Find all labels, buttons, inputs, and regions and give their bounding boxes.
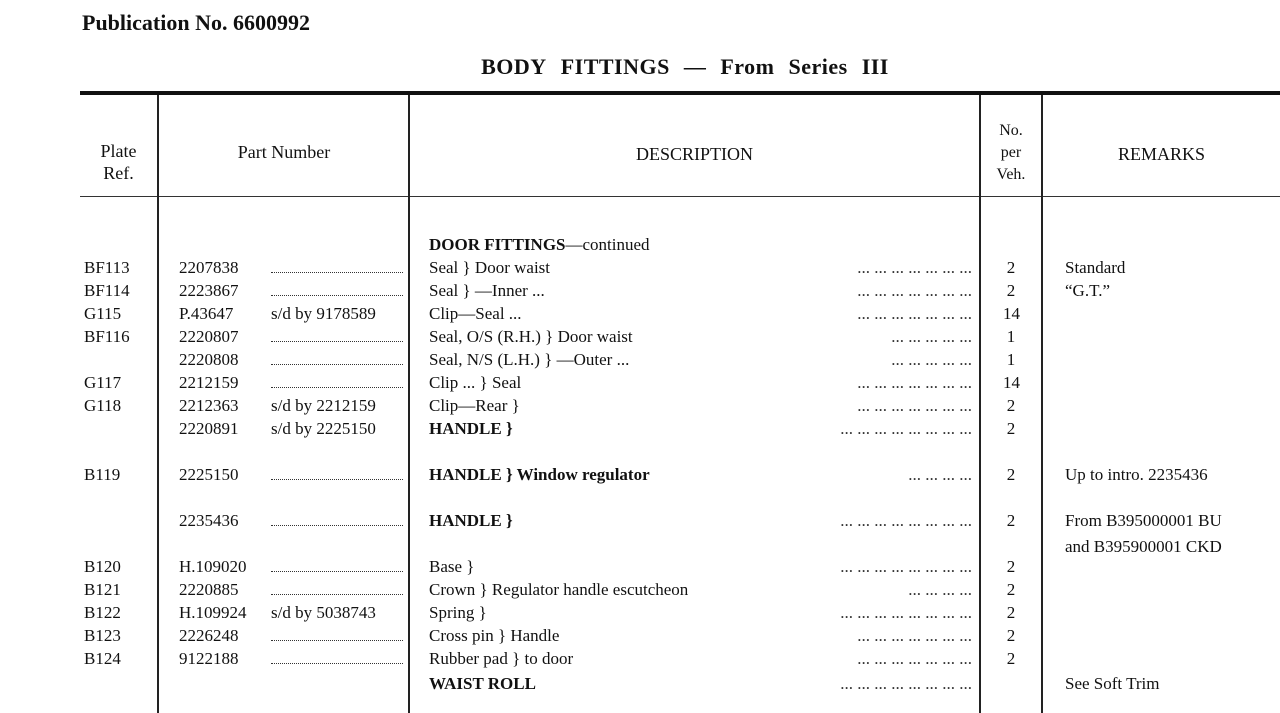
header-plate-ref [80, 140, 157, 184]
quantity: 1 [1006, 327, 1016, 346]
superseded-note: s/d by 5038743 [271, 603, 376, 622]
quantity: 2 [1006, 580, 1016, 599]
leader-dots: ... ... ... ... ... ... ... [857, 626, 972, 645]
section-heading [0, 234, 1280, 256]
table-row [0, 579, 1280, 601]
table-row [0, 326, 1280, 348]
part-number: 2223867 [179, 281, 239, 300]
leader-dots [271, 594, 403, 595]
table-row [0, 372, 1280, 394]
remark: Up to intro. 2235436 [1065, 465, 1208, 484]
leader-dots: ... ... ... ... ... ... ... ... [840, 674, 972, 693]
publication-number: Publication No. 6600992 [82, 10, 310, 35]
title-word-from: From [720, 54, 775, 79]
leader-dots: ... ... ... ... [908, 580, 972, 599]
leader-dots: ... ... ... ... ... ... ... ... [840, 557, 972, 576]
part-number: 2235436 [179, 511, 239, 530]
quantity: 2 [1006, 603, 1016, 622]
leader-dots: ... ... ... ... ... [891, 327, 972, 346]
remark: “G.T.” [1065, 281, 1110, 300]
leader-dots [271, 295, 403, 296]
leader-dots [271, 272, 403, 273]
superseded-note: s/d by 9178589 [271, 304, 376, 323]
leader-dots [271, 364, 403, 365]
part-number: 2207838 [179, 258, 239, 277]
part-number: 2220808 [179, 350, 239, 369]
title-word-body: BODY [481, 54, 547, 79]
remark-continuation-row [0, 536, 1280, 558]
part-number: 2220807 [179, 327, 239, 346]
section-name: DOOR FITTINGS [429, 235, 566, 254]
header-part-number: Part Number [237, 142, 331, 162]
plate-ref: G118 [84, 396, 122, 415]
description: HANDLE } Window regulator [429, 465, 650, 484]
description: Clip—Rear } [429, 396, 520, 415]
description: Cross pin } Handle [429, 626, 560, 645]
description: Seal, O/S (R.H.) } Door waist [429, 327, 633, 346]
part-number: 2212159 [179, 373, 239, 392]
table-row [0, 464, 1280, 486]
description: Clip ... } Seal [429, 373, 522, 392]
part-number: 2226248 [179, 626, 239, 645]
table-row [0, 648, 1280, 670]
description: Seal, N/S (L.H.) } —Outer ... [429, 350, 630, 369]
superseded-note: s/d by 2225150 [271, 419, 376, 438]
part-number: 2225150 [179, 465, 239, 484]
description: Base } [429, 557, 475, 576]
header-plate: Plate [100, 141, 137, 161]
leader-dots: ... ... ... ... [908, 465, 972, 484]
quantity: 2 [1006, 258, 1016, 277]
table-row [0, 280, 1280, 302]
quantity: 14 [1003, 304, 1020, 323]
table-row [0, 673, 1280, 695]
quantity: 1 [1006, 350, 1016, 369]
plate-ref: G117 [84, 373, 122, 392]
plate-ref: B124 [84, 649, 121, 668]
part-number: H.109020 [179, 557, 247, 576]
remark: From B395000001 BU [1065, 511, 1222, 530]
leader-dots: ... ... ... ... ... ... ... ... [840, 603, 972, 622]
leader-dots [271, 387, 403, 388]
leader-dots: ... ... ... ... ... ... ... [857, 649, 972, 668]
table-row [0, 349, 1280, 371]
plate-ref: BF116 [84, 327, 130, 346]
part-number: 2220885 [179, 580, 239, 599]
header-veh: Veh. [996, 166, 1026, 183]
description: Rubber pad } to door [429, 649, 574, 668]
description: HANDLE } [429, 511, 513, 530]
description: WAIST ROLL [429, 674, 536, 693]
description: Seal } —Inner ... [429, 281, 545, 300]
plate-ref: BF114 [84, 281, 130, 300]
leader-dots: ... ... ... ... ... ... ... ... [840, 511, 972, 530]
description: Spring } [429, 603, 487, 622]
title-word-iii: III [861, 54, 889, 79]
table-row [0, 257, 1280, 279]
header-remarks: REMARKS [1117, 144, 1206, 164]
part-number: 2212363 [179, 396, 239, 415]
header-ref: Ref. [103, 163, 134, 183]
table-row [0, 395, 1280, 417]
leader-dots [271, 640, 403, 641]
quantity: 2 [1006, 396, 1016, 415]
part-number: 9122188 [179, 649, 239, 668]
top-rule [80, 91, 1280, 95]
part-number: 2220891 [179, 419, 239, 438]
plate-ref: B123 [84, 626, 121, 645]
plate-ref: B122 [84, 603, 121, 622]
leader-dots: ... ... ... ... ... ... ... [857, 258, 972, 277]
header-per: per [1000, 144, 1022, 161]
leader-dots: ... ... ... ... ... ... ... ... [840, 419, 972, 438]
quantity: 2 [1006, 649, 1016, 668]
leader-dots [271, 479, 403, 480]
leader-dots [271, 663, 403, 664]
table-row [0, 602, 1280, 624]
description: HANDLE } [429, 419, 513, 438]
plate-ref: B120 [84, 557, 121, 576]
title-dash: — [683, 54, 707, 79]
remark-continuation: and B395900001 CKD [1065, 537, 1222, 556]
table-row [0, 303, 1280, 325]
leader-dots [271, 525, 403, 526]
header-no-per-veh [981, 120, 1041, 186]
header-description: DESCRIPTION [635, 144, 753, 164]
leader-dots: ... ... ... ... ... [891, 350, 972, 369]
leader-dots: ... ... ... ... ... ... ... [857, 396, 972, 415]
table-row [0, 510, 1280, 532]
title-word-series: Series [788, 54, 848, 79]
plate-ref: B121 [84, 580, 121, 599]
table-row [0, 625, 1280, 647]
table-row [0, 418, 1280, 440]
header-no: No. [999, 122, 1023, 139]
section-suffix: —continued [565, 235, 650, 254]
quantity: 2 [1006, 511, 1016, 530]
quantity: 2 [1006, 626, 1016, 645]
leader-dots [271, 571, 403, 572]
plate-ref: BF113 [84, 258, 130, 277]
plate-ref: B119 [84, 465, 121, 484]
quantity: 2 [1006, 419, 1016, 438]
description: Clip—Seal ... [429, 304, 522, 323]
remark: Standard [1065, 258, 1126, 277]
plate-ref: G115 [84, 304, 122, 323]
part-number: H.109924 [179, 603, 247, 622]
header-rule [80, 196, 1280, 197]
title-word-fittings: FITTINGS [560, 54, 670, 79]
quantity: 2 [1006, 281, 1016, 300]
remark: See Soft Trim [1065, 674, 1160, 693]
leader-dots: ... ... ... ... ... ... ... [857, 281, 972, 300]
leader-dots [271, 341, 403, 342]
superseded-note: s/d by 2212159 [271, 396, 376, 415]
page-title [0, 54, 1280, 80]
description: Crown } Regulator handle escutcheon [429, 580, 689, 599]
quantity: 2 [1006, 557, 1016, 576]
quantity: 2 [1006, 465, 1016, 484]
part-number: P.43647 [179, 304, 234, 323]
quantity: 14 [1003, 373, 1020, 392]
leader-dots: ... ... ... ... ... ... ... [857, 373, 972, 392]
table-row [0, 556, 1280, 578]
leader-dots: ... ... ... ... ... ... ... [857, 304, 972, 323]
description: Seal } Door waist [429, 258, 551, 277]
